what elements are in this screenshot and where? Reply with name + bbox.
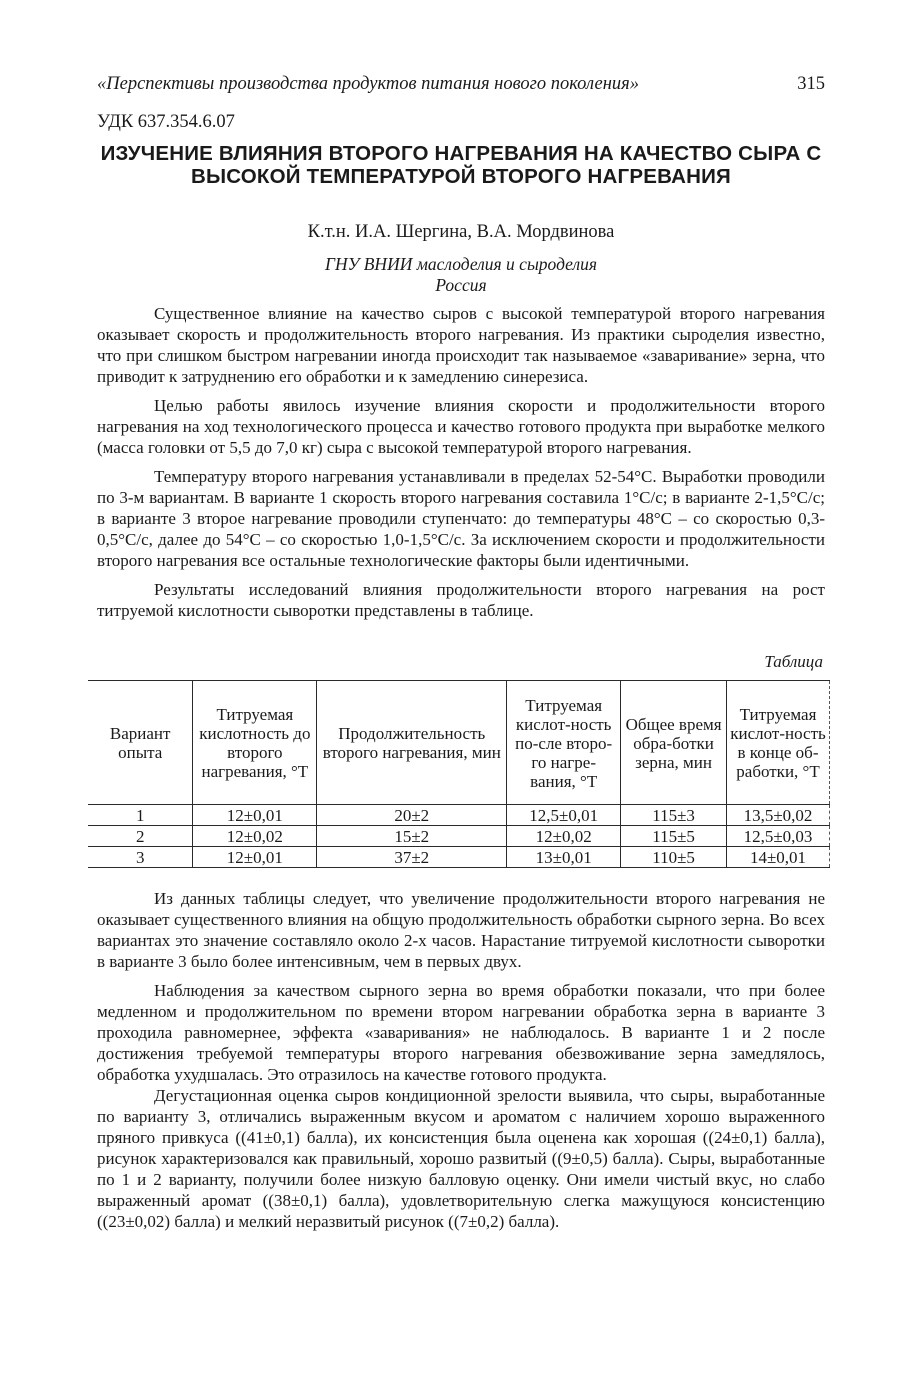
paragraph-results-intro: Результаты исследований влияния продолжительности второго нагревания на рост титруемой кислотности сыворотки представлены в таблице. — [97, 580, 825, 620]
article-title: ИЗУЧЕНИЕ ВЛИЯНИЯ ВТОРОГО НАГРЕВАНИЯ НА КАЧЕСТВО СЫРА С ВЫСОКОЙ ТЕМПЕРАТУРОЙ ВТОРОГО НАГРЕВАНИЯ — [100, 142, 822, 188]
affiliation — [97, 254, 825, 296]
table-cell: 3 — [88, 847, 193, 868]
paragraph-method: Температуру второго нагревания устанавливали в пределах 52-54°С. Выработки проводили по 3-м вариантам. В варианте 1 скорость второго нагревания составила 1°С/с; в варианте 2-1,5°С/с; в варианте 3 второе нагревание проводили ступенчато: до температуры 48°С – со скоростью 0,3-0,5°С/с, далее до 54°С – со скоростью 1,0-1,5°С/с. За исключением скорости и продолжительности второго нагревания все остальные технологические факторы были идентичными. — [97, 467, 825, 570]
table-cell: 115±5 — [621, 826, 727, 847]
paragraph-intro: Существенное влияние на качество сыров с высокой температурой второго нагревания оказывает скорость и продолжительность второго нагревания. Из практики сыроделия известно, что при слишком быстром нагревании иногда происходит так называемое «заваривание» зерна, что приводит к затруднению его обработки и к замедлению синерезиса. — [97, 304, 825, 386]
header-heating-duration: Продолжительность второго нагревания, мин — [317, 681, 507, 805]
table-cell: 13±0,01 — [507, 847, 621, 868]
table-cell: 115±3 — [621, 805, 727, 826]
header-acidity-after: Титруемая кислот-ность по-сле второ-го нагре-вания, °Т — [507, 681, 621, 805]
table-row — [88, 805, 830, 826]
paragraph-observations: Наблюдения за качеством сырного зерна во время обработки показали, что при более медленном и продолжительном по времени втором нагревании обработка зерна в варианте 3 проходила равномернее, эффекта «заваривания» не наблюдалось. В варианте 1 и 2 после достижения требуемой температуры второго нагревания обезвоживание зерна замедлялось, обработка ухудшалась. Это отразилось на качестве готового продукта. — [97, 981, 825, 1084]
body-text-after-table — [97, 888, 825, 1232]
paragraph-tasting: Дегустационная оценка сыров кондиционной зрелости выявила, что сыры, выработанные по варианту 3, отличались выраженным вкусом и ароматом с наличием хорошо выраженного пряного привкуса ((41±0,1) балла), их консистенция была оценена как хорошая ((24±0,1) балла), рисунок характеризовался как правильный, хорошо развитый ((9±0,5) балла). Сыры, выработанные по 1 и 2 варианту, получили более низкую балловую оценку. Они имели чистый вкус, но слабо выраженный аромат ((38±0,1) балла), удовлетворительную слегка мажущуюся консистенцию ((23±0,02) балла) и мелкий неразвитый рисунок ((7±0,2) балла). — [97, 1086, 825, 1231]
table-cell: 110±5 — [621, 847, 727, 868]
affiliation-org: ГНУ ВНИИ маслоделия и сыроделия — [325, 254, 597, 274]
table-cell: 1 — [88, 805, 193, 826]
running-title: «Перспективы производства продуктов питания нового поколения» — [97, 74, 639, 94]
table-caption: Таблица — [764, 652, 823, 671]
table-cell: 12±0,02 — [193, 826, 317, 847]
paragraph-aim: Целью работы явилось изучение влияния скорости и продолжительности второго нагревания на ход технологического процесса и качество готового продукта при выработке мелкого (масса головки от 5,5 до 7,0 кг) сыра с высокой температурой второго нагревания. — [97, 396, 825, 457]
table-cell: 14±0,01 — [727, 847, 830, 868]
body-text-before-table — [97, 303, 825, 621]
table-cell: 2 — [88, 826, 193, 847]
results-table — [88, 680, 830, 868]
affiliation-country: Россия — [435, 275, 487, 295]
table-cell: 12±0,01 — [193, 847, 317, 868]
header-acidity-end: Титруемая кислот-ность в конце об-работки, °Т — [727, 681, 830, 805]
header-acidity-before: Титруемая кислотность до второго нагревания, °Т — [193, 681, 317, 805]
table-row — [88, 847, 830, 868]
table-cell: 12,5±0,01 — [507, 805, 621, 826]
table-cell: 15±2 — [317, 826, 507, 847]
header-variant: Вариант опыта — [88, 681, 193, 805]
table-cell: 13,5±0,02 — [727, 805, 830, 826]
table-row — [88, 826, 830, 847]
page-number: 315 — [797, 74, 825, 94]
paragraph-table-discussion: Из данных таблицы следует, что увеличение продолжительности второго нагревания не оказывает существенного влияния на общую продолжительность обработки сырного зерна. Во всех вариантах это значение составляло около 2-х часов. Нарастание титруемой кислотности сыворотки в варианте 3 было более интенсивным, чем в первых двух. — [97, 889, 825, 971]
udc-code: УДК 637.354.6.07 — [97, 112, 235, 132]
table-header-row — [88, 681, 830, 805]
running-header — [97, 74, 825, 100]
authors: К.т.н. И.А. Шергина, В.А. Мордвинова — [307, 222, 615, 242]
header-total-time: Общее время обра-ботки зерна, мин — [621, 681, 727, 805]
table-cell: 12±0,01 — [193, 805, 317, 826]
table-cell: 12±0,02 — [507, 826, 621, 847]
table-cell: 20±2 — [317, 805, 507, 826]
table-cell: 12,5±0,03 — [727, 826, 830, 847]
table-cell: 37±2 — [317, 847, 507, 868]
